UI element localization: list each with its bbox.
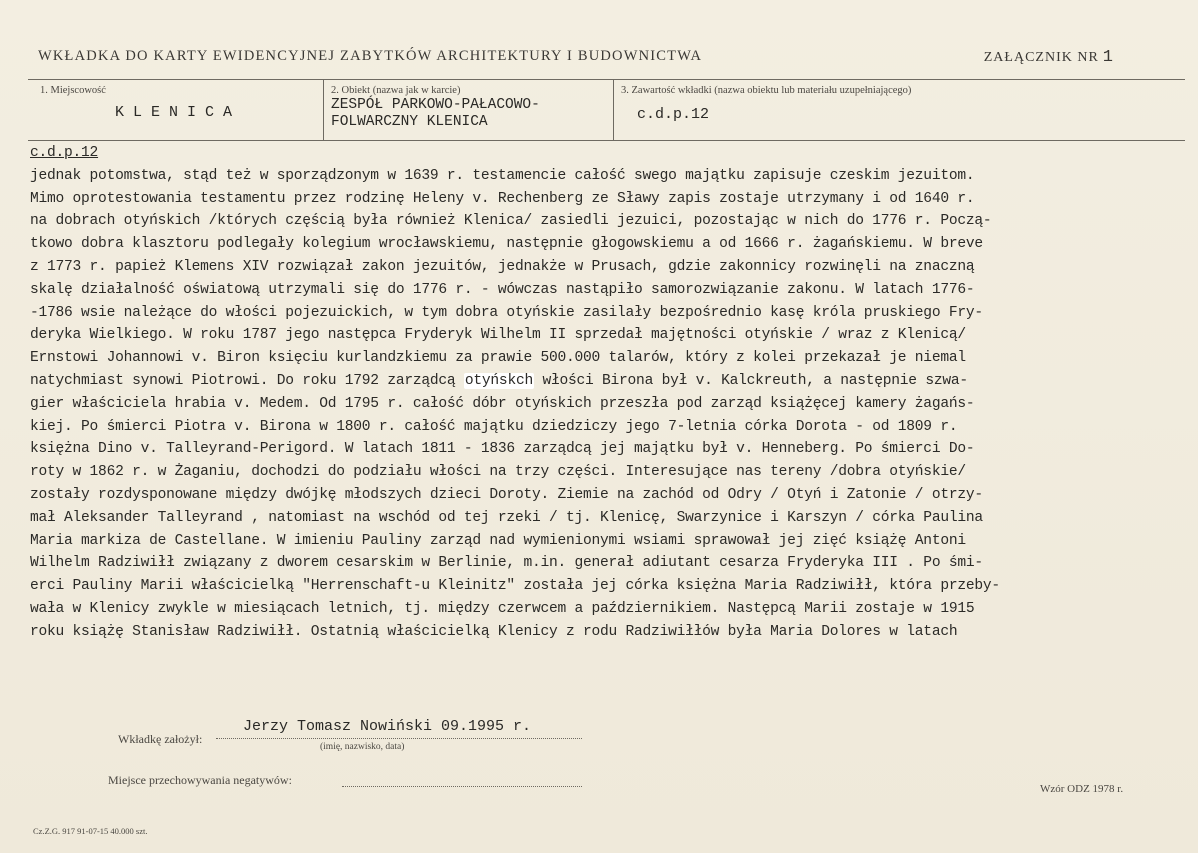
created-by-hint: (imię, nazwisko, data) bbox=[320, 742, 405, 752]
content-label: 3. Zawartość wkładki (nazwa obiektu lub materiału uzupełniającego) bbox=[621, 85, 912, 96]
body-line-10-start: natychmiast synowi Piotrowi. Do roku 1792 zarządcą bbox=[30, 372, 456, 389]
template-note: Wzór ODZ 1978 r. bbox=[1040, 783, 1124, 795]
form-title: WKŁADKA DO KARTY EWIDENCYJNEJ ZABYTKÓW ARCHITEKTURY I BUDOWNICTWA bbox=[38, 48, 703, 64]
negatives-dotted-line bbox=[342, 786, 582, 787]
body-line-16: mał Aleksander Talleyrand , natomiast na wschód od tej rzeki / tj. Klenicę, Swarzynice i Karszyn / córka Paulina bbox=[30, 509, 983, 526]
appendix-label: ZAŁĄCZNIK NR bbox=[983, 50, 1099, 65]
body-line-2: Mimo oprotestowania testamentu przez rodzinę Heleny v. Rechenberg ze Sławy zapis zostaje utrzymany i od 1640 r. bbox=[30, 190, 975, 207]
highlighted-word: otyńskch bbox=[464, 372, 533, 389]
body-line-3: na dobrach otyńskich /których częścią była również Klenica/ zasiedli jezuici, pozostając w nich do 1776 r. Począ- bbox=[30, 213, 992, 230]
body-line-14: roty w 1862 r. w Żaganiu, dochodzi do podziału włości na trzy części. Interesujące nas tereny /dobra otyńskie/ bbox=[30, 464, 966, 481]
body-line-7: -1786 wsie należące do włości pojezuickich, w tym dobra otyńskie zasilały bezpośrednio kasę króla pruskiego Fry- bbox=[30, 304, 983, 321]
body-line-5: z 1773 r. papież Klemens XIV rozwiązał zakon jezuitów, jednakże w Prusach, gdzie zakonnicy rozwinęli na znaczną bbox=[30, 258, 975, 275]
object-label: 2. Obiekt (nazwa jak w karcie) bbox=[331, 85, 461, 96]
body-line-9: Ernstowi Johannowi v. Biron księciu kurlandzkiemu za prawie 500.000 talarów, który z kolei przekazał je niemal bbox=[30, 350, 966, 367]
body-reference bbox=[30, 142, 1190, 165]
body-line-21: roku książę Stanisław Radziwiłł. Ostatnią właścicielką Klenicy z rodu Radziwiłłów była Maria Dolores w latach bbox=[30, 623, 958, 640]
created-by-dotted-line bbox=[216, 738, 582, 739]
object-value-line1: ZESPÓŁ PARKOWO-PAŁACOWO- bbox=[331, 97, 540, 113]
body-line-20: wała w Klenicy zwykle w miesiącach letnich, tj. między czerwcem a październikiem. Następcą Marii zostaje w 1915 bbox=[30, 600, 975, 617]
body-line-13: księżna Dino v. Talleyrand-Perigord. W latach 1811 - 1836 zarządcą jej majątku był v. Henneberg. Po śmierci Do- bbox=[30, 441, 975, 458]
place-value: K L E N I C A bbox=[115, 104, 233, 121]
body-line-6: skalę działalność oświatową utrzymali się do 1776 r. - wówczas nastąpiło samorozwiązanie zakonu. W latach 1776- bbox=[30, 281, 975, 298]
body-line-15: zostały rozdysponowane między dwójkę młodszych dzieci Doroty. Ziemie na zachód od Odry / Otyń i Zatonie / otrzy- bbox=[30, 486, 983, 503]
content-value: c.d.p.12 bbox=[637, 106, 710, 123]
created-by-label: Wkładkę założył: bbox=[118, 732, 203, 746]
print-note: Cz.Z.G. 917 91-07-15 40.000 szt. bbox=[33, 826, 148, 836]
created-by-value: Jerzy Tomasz Nowiński 09.1995 r. bbox=[243, 718, 532, 735]
object-value-line2: FOLWARCZNY KLENICA bbox=[331, 114, 488, 130]
field-divider-2 bbox=[613, 79, 614, 140]
body-line-10 bbox=[30, 370, 1190, 393]
field-divider-1 bbox=[323, 79, 324, 140]
body-text bbox=[30, 142, 1190, 644]
appendix-number bbox=[984, 48, 1114, 67]
body-line-11: gier właściciela hrabia v. Medem. Od 1795 r. całość dóbr otyńskich przeszła pod zarząd książęcej kamery żagańs- bbox=[30, 395, 975, 412]
reference-code: c.d.p.12 bbox=[30, 145, 99, 161]
body-line-12: kiej. Po śmierci Piotra v. Birona w 1800 r. całość majątku dziedziczy jego 7-letnia córka Dorota - od 1809 r. bbox=[30, 418, 958, 435]
appendix-value: 1 bbox=[1102, 48, 1114, 67]
header-bottom-rule bbox=[28, 140, 1185, 141]
negatives-label: Miejsce przechowywania negatywów: bbox=[108, 773, 292, 787]
body-line-19: erci Pauliny Marii właścicielką "Herrenschaft-u Kleinitz" została jej córka księżna Maria Radziwiłł, która przeby- bbox=[30, 578, 1000, 595]
header-top-rule bbox=[28, 79, 1185, 80]
body-line-1: jednak potomstwa, stąd też w sporządzonym w 1639 r. testamencie całość swego majątku zapisuje czeskim jezuitom. bbox=[30, 167, 975, 184]
body-line-8: deryka Wielkiego. W roku 1787 jego następca Fryderyk Wilhelm II sprzedał majętności otyńskie / wraz z Klenicą/ bbox=[30, 327, 966, 344]
body-line-17: Maria markiza de Castellane. W imieniu Pauliny zarząd nad wymienionymi wsiami sprawował jej zięć książę Antoni bbox=[30, 532, 966, 549]
body-line-4: tkowo dobra klasztoru podlegały kolegium wrocławskiemu, następnie głogowskiemu a od 1666 r. żagańskiemu. W breve bbox=[30, 236, 983, 253]
place-label: 1. Miejscowość bbox=[40, 85, 106, 96]
body-line-10-end: włości Birona był v. Kalckreuth, a następnie szwa- bbox=[533, 372, 968, 389]
body-line-18: Wilhelm Radziwiłł związany z dworem cesarskim w Berlinie, m.in. generał adiutant cesarza Fryderyka III . Po śmi- bbox=[30, 555, 983, 572]
